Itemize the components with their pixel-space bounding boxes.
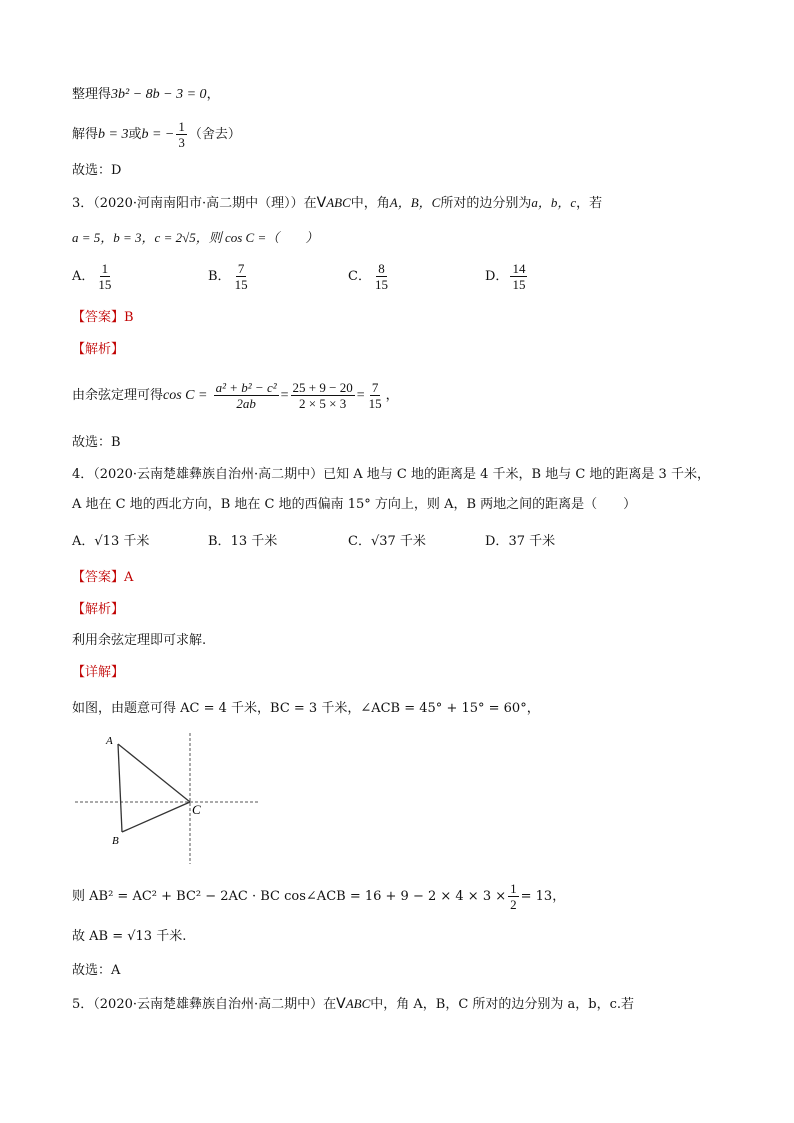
analysis-heading: 【解析】 [72, 602, 125, 617]
option-fraction [233, 261, 250, 292]
option-label: C． [348, 269, 371, 284]
or-word: 或 [128, 127, 142, 142]
option-value: √13 千米 [94, 534, 150, 549]
analysis-heading: 【解析】 [72, 342, 125, 357]
triangle-name: ABC [345, 996, 371, 1011]
numerator: 14 [512, 261, 526, 276]
equation-line-1 [72, 86, 220, 104]
q4-setup [72, 700, 540, 718]
q4-option-c [348, 533, 426, 551]
numerator: 7 [237, 261, 245, 276]
q3-option-a [72, 261, 115, 292]
equation: 3b² − 8b − 3 = 0 [111, 87, 207, 102]
question-3-given [72, 229, 318, 247]
q3-analysis-heading [72, 341, 124, 359]
denominator: 15 [368, 396, 382, 411]
option-label: A． [72, 534, 95, 549]
q4-result [72, 928, 186, 946]
option-label: B． [208, 269, 231, 284]
q4-option-d [485, 533, 555, 551]
question-3-header [72, 194, 602, 213]
side-vars: a，b，c [531, 195, 577, 210]
question-5-header [72, 995, 634, 1014]
option-label: D． [485, 269, 509, 284]
triangle-figure [70, 728, 260, 868]
denominator: 3 [178, 135, 185, 150]
q4-option-a [72, 533, 149, 551]
label-c: C [192, 802, 201, 817]
side-ab [118, 744, 122, 832]
law-expression: 则 AB² = AC² + BC² − 2AC · BC cos∠ACB = 16 + 9 − 2 × 4 × 3 × [72, 889, 507, 904]
label-a: A [106, 735, 113, 747]
triangle-symbol: V [336, 996, 346, 1012]
numerator: 8 [378, 261, 385, 276]
option-label: C． [348, 534, 371, 549]
law-result: = 13， [520, 889, 566, 904]
q3-option-c [348, 261, 392, 292]
q3-solution: 由余弦定理可得cos C = $\frac{\text{a² + b² − c²}}{2ab}$ = $\frac{25 + 9 - 20}{2 \times 5 \times 3}$ = $\frac{7}{15}$ ， [72, 380, 399, 411]
option-label: A． [72, 269, 95, 284]
q4-detail-heading [72, 664, 124, 682]
text-segment: 所对的边分别为 [440, 196, 532, 211]
denominator: 2ab [236, 396, 256, 411]
option-fraction [96, 261, 113, 292]
answer-text: 【答案】B [72, 310, 134, 325]
result-text: 故 AB = √13 千米. [72, 929, 187, 944]
angle-vars: A，B，C [389, 195, 441, 210]
fraction-3 [367, 380, 384, 411]
q3-option-b [208, 261, 252, 292]
line-prefix: 解得 [72, 127, 99, 142]
numerator: a² + b² − c² [215, 380, 277, 395]
question-text: A 地在 C 地的西北方向，B 地在 C 地的西偏南 15° 方向上，则 A，B 两地之间的距离是（ ） [72, 497, 637, 512]
q4-hint [72, 632, 206, 650]
fraction-2 [291, 380, 355, 411]
numerator: 1 [510, 881, 517, 896]
line-prefix: 整理得 [72, 87, 112, 102]
side-bc [122, 802, 190, 832]
q3-answer [72, 309, 134, 327]
q4-option-b [208, 533, 277, 551]
numerator: 25 + 9 − 20 [292, 380, 353, 395]
denominator: 15 [234, 277, 248, 292]
question-source: 5．（2020·云南楚雄彝族自治州·高二期中）在 [72, 997, 337, 1012]
text-segment: 中，角 [350, 196, 390, 211]
q4-analysis-heading [72, 601, 124, 619]
option-fraction [373, 261, 390, 292]
given-values: a = 5，b = 3，c = 2√5，则 cos C =（ ） [72, 230, 319, 245]
solution-1: b = 3 [98, 127, 129, 142]
denominator: 2 [510, 897, 517, 912]
setup-text: 如图，由题意可得 AC = 4 千米，BC = 3 千米，∠ACB = 45° + 15° = 60°， [72, 701, 540, 716]
question-4-line-1 [72, 466, 710, 484]
q4-choose [72, 962, 120, 980]
q3-choose [72, 434, 121, 452]
option-value: √37 千米 [370, 534, 426, 549]
numerator: 7 [371, 380, 379, 395]
equation-line-2 [72, 118, 241, 152]
hint-text: 利用余弦定理即可求解. [72, 633, 207, 648]
choice-line-prev [72, 162, 121, 180]
q3-option-d [485, 261, 529, 292]
q4-answer [72, 569, 133, 587]
option-value: 13 千米 [230, 534, 278, 549]
triangle-name: ABC [326, 195, 351, 210]
question-source: 3．（2020·河南南阳市·高二期中（理））在 [72, 196, 317, 211]
side-ac [118, 744, 190, 802]
option-value: 37 千米 [508, 534, 556, 549]
discard-note: （舍去） [188, 127, 241, 142]
label-b: B [112, 835, 119, 847]
choice-text: 故选：D [72, 163, 122, 178]
denominator: 15 [374, 277, 388, 292]
cos-c: cos C = [163, 388, 208, 403]
q4-law-of-cosines [72, 880, 565, 914]
answer-text: 【答案】A [72, 570, 134, 585]
question-text: 4．（2020·云南楚雄彝族自治州·高二期中）已知 A 地与 C 地的距离是 4 千米，B 地与 C 地的距离是 3 千米， [72, 467, 710, 482]
option-fraction [510, 261, 527, 292]
denominator: 15 [98, 277, 112, 292]
fraction-1 [214, 380, 279, 411]
choice-text: 故选：A [72, 963, 121, 978]
solution-2: b = − [141, 127, 175, 142]
fraction-half [508, 881, 519, 912]
text-segment: ，若 [576, 196, 603, 211]
question-4-line-2 [72, 496, 636, 514]
option-label: B． [208, 534, 231, 549]
solution-prefix: 由余弦定理可得 [72, 388, 164, 403]
text-segment: 中，角 A，B，C 所对的边分别为 a，b，c.若 [370, 997, 635, 1012]
detail-heading: 【详解】 [72, 665, 125, 680]
line-suffix: ， [206, 87, 220, 102]
denominator: 2 × 5 × 3 [299, 396, 347, 411]
option-label: D． [485, 534, 509, 549]
triangle-symbol: V [316, 195, 327, 211]
numerator: 1 [178, 119, 185, 134]
choice-text: 故选：B [72, 435, 121, 450]
denominator: 15 [512, 277, 526, 292]
fraction [176, 119, 187, 150]
numerator: 1 [101, 261, 109, 276]
